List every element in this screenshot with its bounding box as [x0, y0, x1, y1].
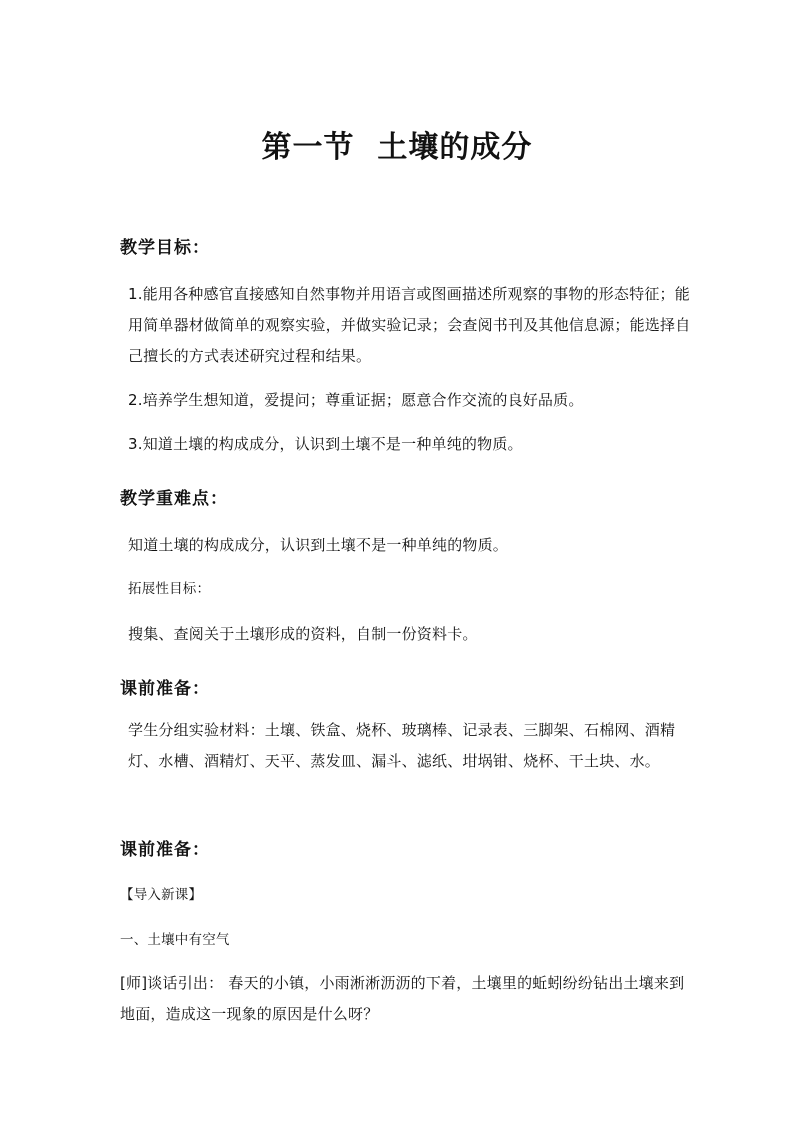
page-title: 第一节 土壤的成分	[261, 130, 533, 165]
key-point-text: 知道土壤的构成成分，认识到土壤不是一种单纯的物质。	[128, 536, 509, 554]
goal-item-3: 3.知道土壤的构成成分，认识到土壤不是一种单纯的物质。	[128, 435, 523, 453]
goal-item-1: 1.能用各种感官直接感知自然事物并用语言或图画描述所观察的事物的形态特征；能用简单器材做简单的观察实验，并做实验记录；会查阅书刊及其他信息源；能选择自己擅长的方式表述研究过程和结果。	[128, 285, 691, 365]
heading-key-points: 教学重难点：	[120, 489, 228, 509]
goal-item-2: 2.培养学生想知道，爱提问；尊重证据；愿意合作交流的良好品质。	[128, 391, 584, 409]
preparation-materials: 学生分组实验材料：土壤、铁盒、烧杯、玻璃棒、记录表、三脚架、石棉网、酒精灯、水槽、酒精灯、天平、蒸发皿、漏斗、滤纸、坩埚钳、烧杯、干土块、水。	[128, 721, 676, 770]
extended-goal-label: 拓展性目标：	[128, 581, 211, 597]
heading-preparation-2: 课前准备：	[120, 840, 210, 860]
heading-teaching-goals: 教学目标：	[120, 238, 210, 258]
heading-preparation: 课前准备：	[120, 679, 210, 699]
teacher-dialogue: [师]谈话引出： 春天的小镇，小雨淅淅沥沥的下着，土壤里的蚯蚓纷纷钻出土壤来到地面，造成这一现象的原因是什么呀？	[120, 974, 685, 1023]
subheading-air-in-soil: 一、土壤中有空气	[120, 932, 230, 948]
extended-goal-text: 搜集、查阅关于土壤形成的资料，自制一份资料卡。	[128, 625, 478, 643]
subheading-intro: 【导入新课】	[120, 887, 203, 903]
